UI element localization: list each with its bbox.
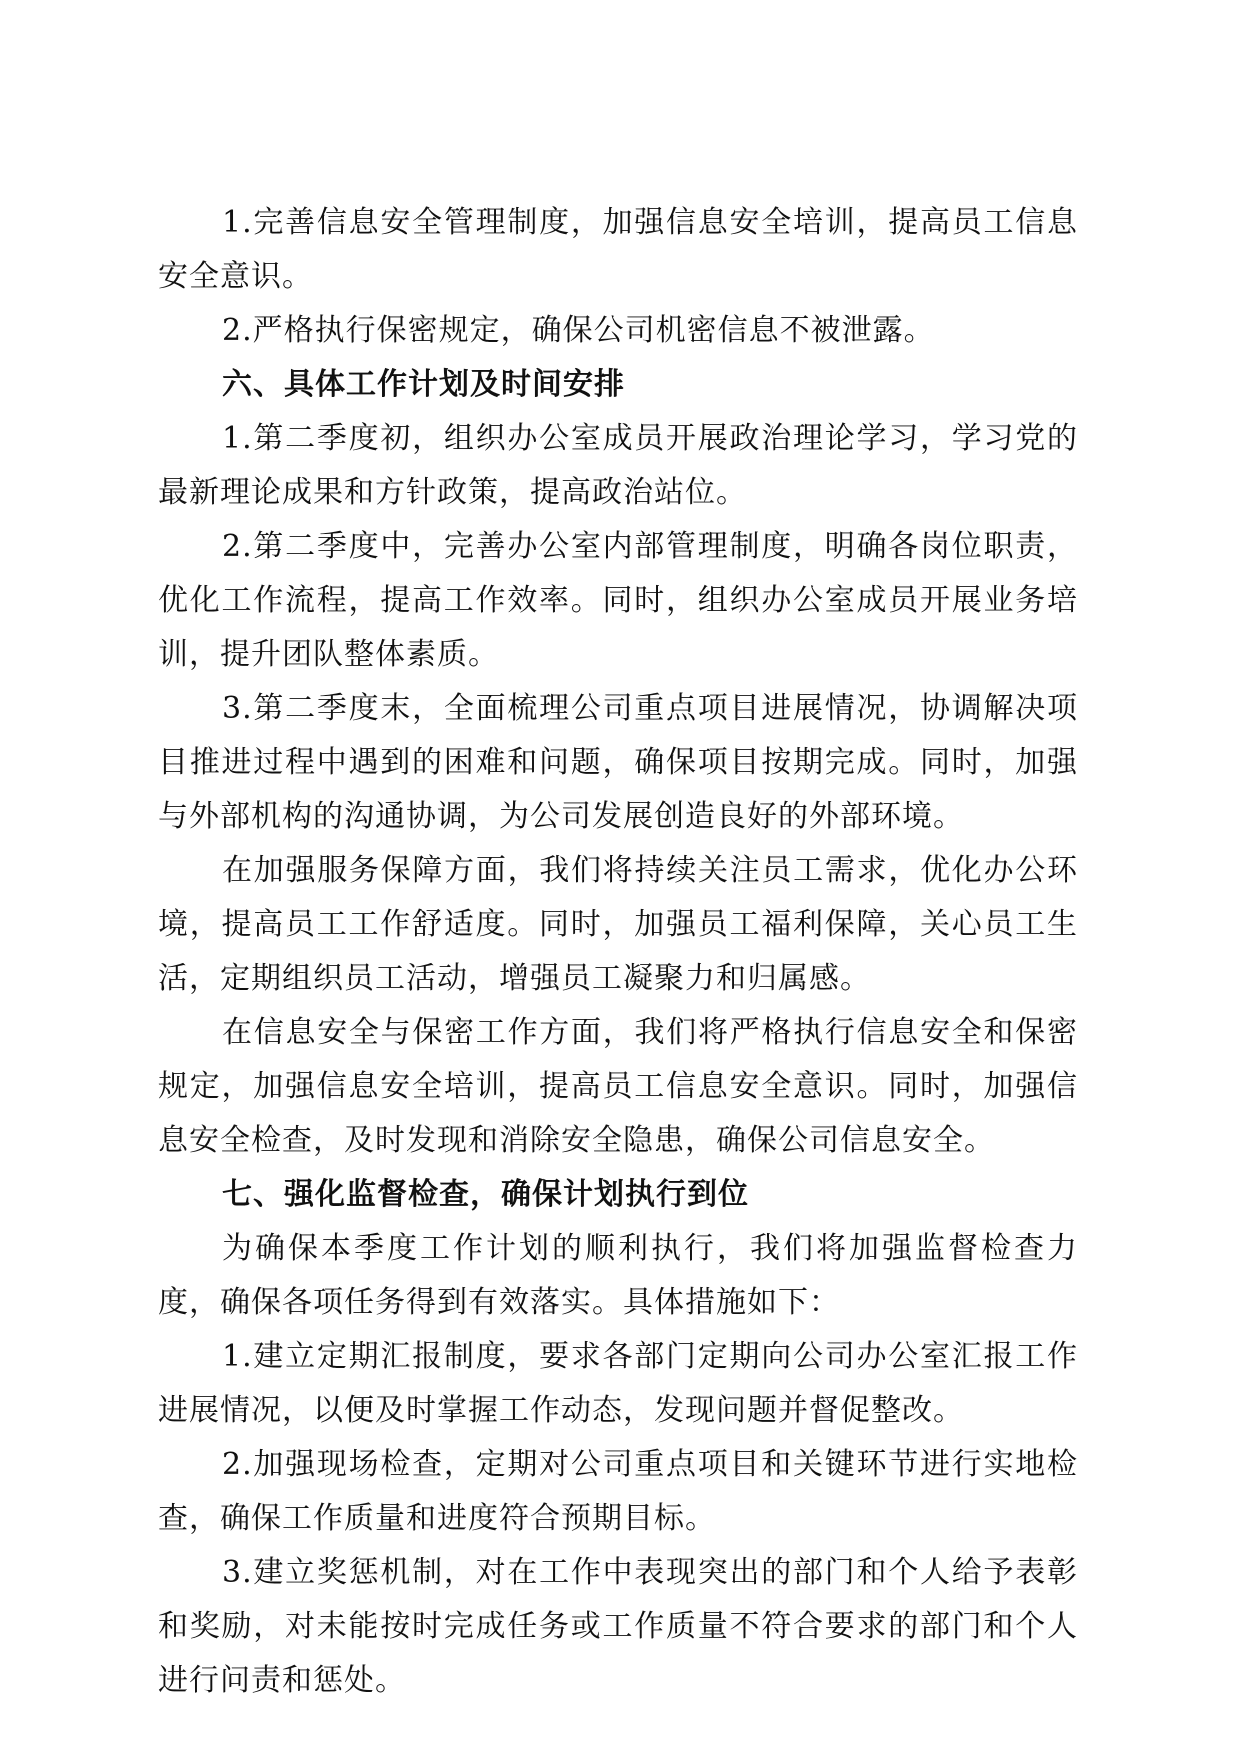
paragraph-supervision-item-3: 3.建立奖惩机制，对在工作中表现突出的部门和个人给予表彰和奖励，对未能按时完成任务或工作质量不符合要求的部门和个人进行问责和惩处。 bbox=[158, 1555, 1078, 1698]
paragraph-plan-item-2: 2.第二季度中，完善办公室内部管理制度，明确各岗位职责，优化工作流程，提高工作效率。同时，组织办公室成员开展业务培训，提升团队整体素质。 bbox=[158, 529, 1078, 672]
document-body bbox=[158, 196, 1078, 1708]
paragraph-supervision-item-2: 2.加强现场检查，定期对公司重点项目和关键环节进行实地检查，确保工作质量和进度符合预期目标。 bbox=[158, 1447, 1078, 1536]
paragraph-info-security-item-2: 2.严格执行保密规定，确保公司机密信息不被泄露。 bbox=[222, 313, 935, 348]
paragraph-plan-item-3: 3.第二季度末，全面梳理公司重点项目进展情况，协调解决项目推进过程中遇到的困难和问题，确保项目按期完成。同时，加强与外部机构的沟通协调，为公司发展创造良好的外部环境。 bbox=[158, 691, 1078, 834]
paragraph-service-support: 在加强服务保障方面，我们将持续关注员工需求，优化办公环境，提高员工工作舒适度。同时，加强员工福利保障，关心员工生活，定期组织员工活动，增强员工凝聚力和归属感。 bbox=[158, 853, 1078, 996]
paragraph-supervision-intro: 为确保本季度工作计划的顺利执行，我们将加强监督检查力度，确保各项任务得到有效落实。具体措施如下： bbox=[158, 1231, 1078, 1320]
paragraph-info-security-item-1: 1.完善信息安全管理制度，加强信息安全培训，提高员工信息安全意识。 bbox=[158, 205, 1078, 294]
paragraph-plan-item-1: 1.第二季度初，组织办公室成员开展政治理论学习，学习党的最新理论成果和方针政策，提高政治站位。 bbox=[158, 421, 1078, 510]
section-heading-6: 六、具体工作计划及时间安排 bbox=[222, 367, 625, 402]
paragraph-info-security-confidentiality: 在信息安全与保密工作方面，我们将严格执行信息安全和保密规定，加强信息安全培训，提高员工信息安全意识。同时，加强信息安全检查，及时发现和消除安全隐患，确保公司信息安全。 bbox=[158, 1015, 1078, 1158]
section-heading-7: 七、强化监督检查，确保计划执行到位 bbox=[222, 1177, 749, 1212]
paragraph-supervision-item-1: 1.建立定期汇报制度，要求各部门定期向公司办公室汇报工作进展情况，以便及时掌握工作动态，发现问题并督促整改。 bbox=[158, 1339, 1078, 1428]
